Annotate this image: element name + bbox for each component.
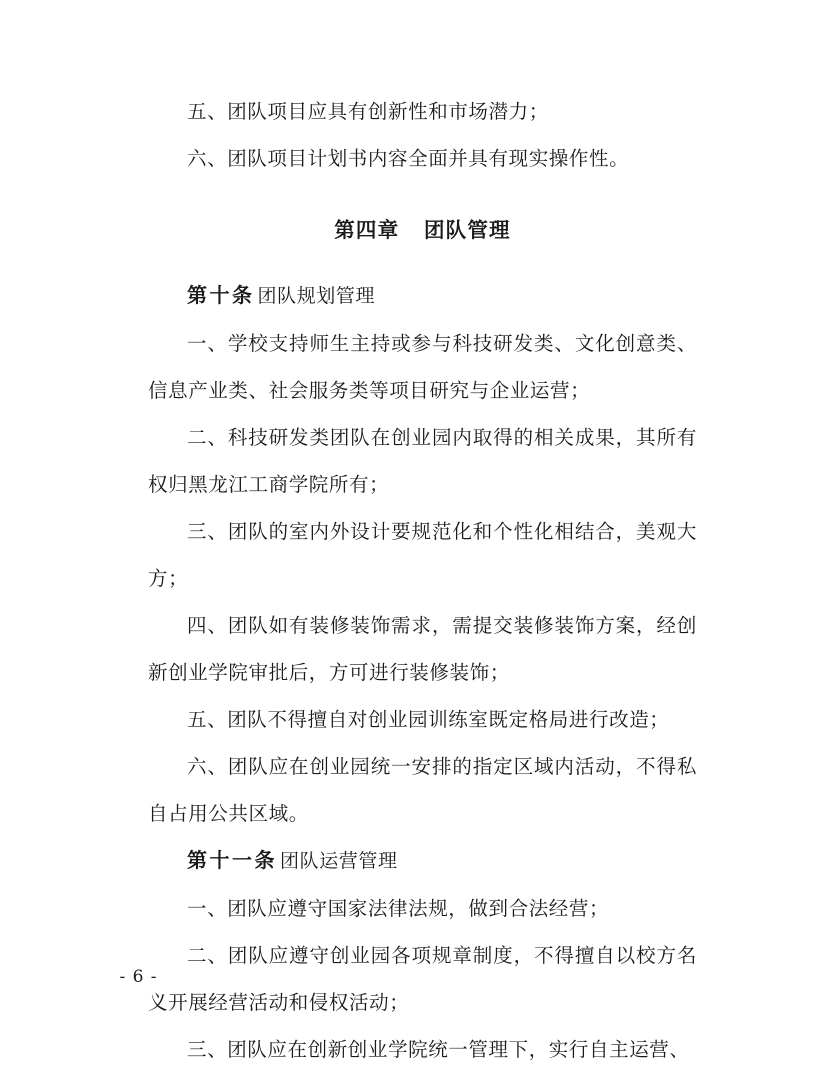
- article-title: 团队运营管理: [280, 850, 398, 872]
- article-title: 团队规划管理: [257, 285, 376, 307]
- list-item: 一、团队应遵守国家法律法规，做到合法经营；: [187, 897, 610, 920]
- chapter-number: 第四章: [334, 218, 400, 242]
- list-item: 二、团队应遵守创业园各项规章制度，不得擅自以校方名义开展经营活动和侵权活动；: [148, 944, 697, 1014]
- chapter-title: 团队管理: [423, 218, 511, 242]
- document-body: [148, 88, 697, 1073]
- list-item: 三、团队的室内外设计要规范化和个性化相结合，美观大方；: [148, 520, 697, 590]
- list-item: 一、学校支持师生主持或参与科技研发类、文化创意类、信息产业类、社会服务类等项目研究与企业运营；: [148, 332, 697, 402]
- article-number: 第十条: [187, 283, 255, 307]
- article-heading: [148, 837, 697, 885]
- footer-inner: [0, 967, 815, 987]
- page-number: - 6 -: [119, 967, 158, 987]
- list-item: 五、团队不得擅自对创业园训练室既定格局进行改造；: [187, 708, 670, 731]
- list-item: 二、科技研发类团队在创业园内取得的相关成果，其所有权归黑龙江工商学院所有；: [148, 426, 697, 496]
- list-item: 五、团队项目应具有创新性和市场潜力；: [187, 100, 549, 123]
- chapter-heading: [148, 207, 697, 254]
- page-footer: [0, 967, 815, 987]
- article-heading: [148, 272, 697, 320]
- article-number: 第十一条: [187, 848, 277, 872]
- list-item: 六、团队应在创业园统一安排的指定区域内活动，不得私自占用公共区域。: [148, 755, 697, 825]
- list-item: 六、团队项目计划书内容全面并具有现实操作性。: [187, 147, 630, 170]
- list-item: 四、团队如有装修装饰需求，需提交装修装饰方案，经创新创业学院审批后，方可进行装修装饰；: [148, 614, 697, 684]
- list-item: 三、团队应在创新创业学院统一管理下，实行自主运营、: [187, 1038, 690, 1061]
